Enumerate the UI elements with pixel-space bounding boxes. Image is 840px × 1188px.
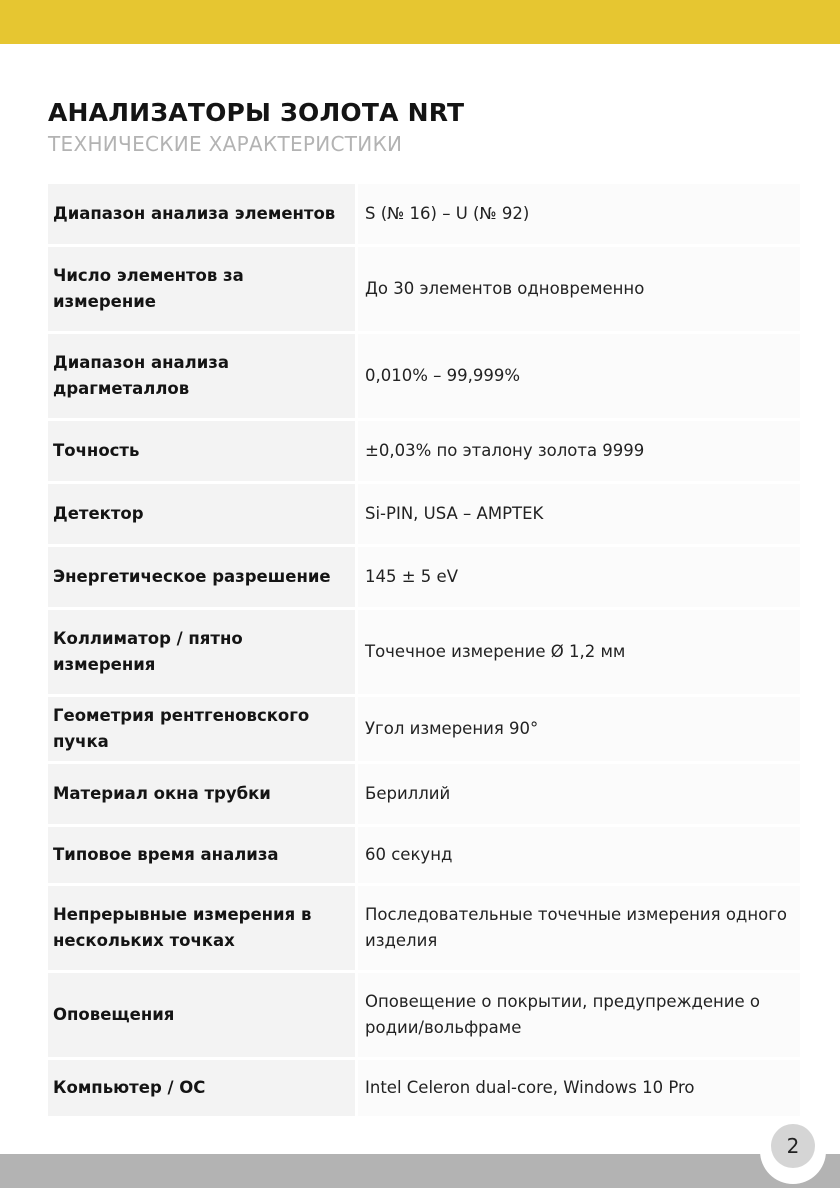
table-row: [48, 247, 800, 331]
spec-label: Материал окна трубки: [48, 764, 358, 824]
spec-label: Число элементов за измерение: [48, 247, 358, 331]
specifications-table: [48, 181, 800, 1119]
spec-label: Оповещения: [48, 973, 358, 1057]
table-row: [48, 886, 800, 970]
spec-value: S (№ 16) – U (№ 92): [358, 184, 800, 244]
page-number: 2: [786, 1134, 800, 1158]
page-number-badge: [771, 1124, 815, 1168]
table-row: [48, 421, 800, 481]
spec-label: Детектор: [48, 484, 358, 544]
table-row: [48, 184, 800, 244]
spec-value: Оповещение о покрытии, предупреждение о родии/вольфраме: [358, 973, 800, 1057]
spec-label: Диапазон анализа элементов: [48, 184, 358, 244]
spec-value: ±0,03% по эталону золота 9999: [358, 421, 800, 481]
table-row: [48, 334, 800, 418]
spec-value: 60 секунд: [358, 827, 800, 883]
page-subtitle: ТЕХНИЧЕСКИЕ ХАРАКТЕРИСТИКИ: [48, 132, 403, 156]
table-row: [48, 827, 800, 883]
table-row: [48, 610, 800, 694]
spec-value: Угол измерения 90°: [358, 697, 800, 761]
spec-value: 0,010% – 99,999%: [358, 334, 800, 418]
table-row: [48, 1060, 800, 1116]
spec-label: Энергетическое разрешение: [48, 547, 358, 607]
page-title: АНАЛИЗАТОРЫ ЗОЛОТА NRT: [48, 98, 465, 127]
table-row: [48, 973, 800, 1057]
table-row: [48, 547, 800, 607]
spec-value: До 30 элементов одновременно: [358, 247, 800, 331]
spec-label: Коллиматор / пятно измерения: [48, 610, 358, 694]
spec-value: Бериллий: [358, 764, 800, 824]
top-accent-band: [0, 0, 840, 44]
spec-label: Непрерывные измерения в нескольких точках: [48, 886, 358, 970]
table-row: [48, 697, 800, 761]
spec-value: 145 ± 5 eV: [358, 547, 800, 607]
spec-value: Si-PIN, USA – AMPTEK: [358, 484, 800, 544]
table-row: [48, 484, 800, 544]
spec-label: Компьютер / ОС: [48, 1060, 358, 1116]
spec-value: Точечное измерение Ø 1,2 мм: [358, 610, 800, 694]
spec-value: Intel Celeron dual-core, Windows 10 Pro: [358, 1060, 800, 1116]
footer-bar: [0, 1154, 840, 1188]
table-row: [48, 764, 800, 824]
spec-label: Типовое время анализа: [48, 827, 358, 883]
spec-label: Диапазон анализа драгметаллов: [48, 334, 358, 418]
spec-label: Точность: [48, 421, 358, 481]
spec-label: Геометрия рентгеновского пучка: [48, 697, 358, 761]
spec-value: Последовательные точечные измерения одного изделия: [358, 886, 800, 970]
